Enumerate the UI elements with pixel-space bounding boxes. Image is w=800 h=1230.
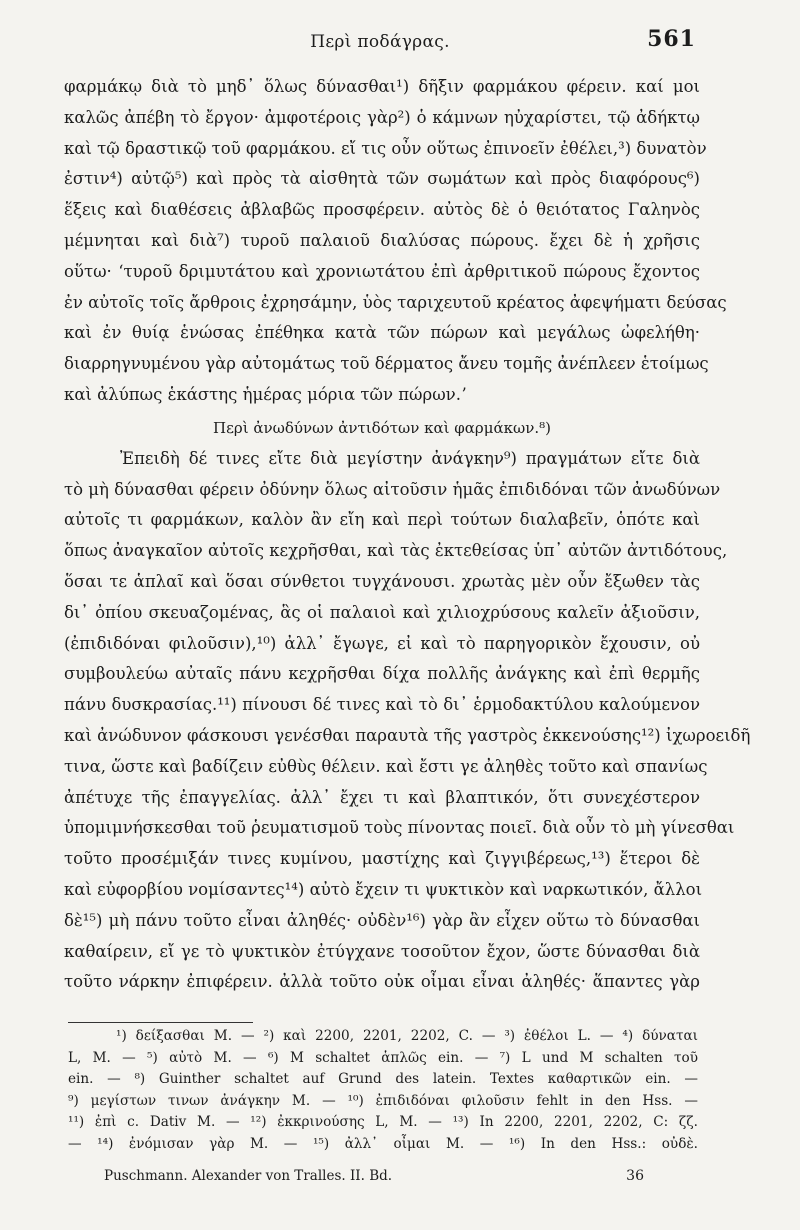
text-line: καὶ ἀνώδυνον φάσκουσι γενέσθαι παραυτὰ τῆς γαστρὸς ἐκκενούσης¹²) ἰχωροειδῆ xyxy=(64,725,751,745)
page-number: 561 xyxy=(647,26,696,52)
text-line: ὑπομιμνήσκεσθαι τοῦ ῥευματισμοῦ τοὺς πίνοντας ποιεῖ. διὰ οὖν τὸ μὴ γίνεσθαι xyxy=(64,818,735,838)
text-line: μέμνηται καὶ διὰ⁷) τυροῦ παλαιοῦ διαλύσας πώρους. ἔχει δὲ ἡ χρῆσις xyxy=(64,230,700,250)
main-text xyxy=(64,72,751,998)
text-line: καὶ τῷ δραστικῷ τοῦ φαρμάκου. εἴ τις οὖν οὕτως ἐπινοεῖν ἐθέλει,³) δυνατὸν xyxy=(64,138,707,158)
text-line: ἐν αὐτοῖς τοῖς ἄρθροις ἐχρησάμην, ὑὸς ταριχευτοῦ κρέατος ἀφεψήματι δεύσας xyxy=(64,292,727,312)
section-heading: Περὶ ἀνωδύνων ἀντιδότων καὶ φαρμάκων.⁸) xyxy=(213,418,551,437)
footnote-line: ¹¹) ἐπὶ c. Dativ M. — ¹²) ἐκκρινούσης L, M. — ¹³) In 2200, 2201, 2202, C: ζζ. xyxy=(68,1114,698,1131)
footnote-line: ¹) δείξασθαι M. — ²) καὶ 2200, 2201, 2202, C. — ³) ἐθέλοι L. — ⁴) δύναται xyxy=(116,1028,698,1044)
text-line: καθαίρειν, εἴ γε τὸ ψυκτικὸν ἐτύγχανε τοσοῦτον ἔχον, ὥστε δύνασθαι διὰ xyxy=(64,941,700,961)
text-line: ὅσαι τε ἁπλαῖ καὶ ὅσαι σύνθετοι τυγχάνουσι. χρωτὰς μὲν οὖν ἔξωθεν τὰς xyxy=(64,571,700,591)
text-line: τινα, ὥστε καὶ βαδίζειν εὐθὺς θέλειν. καὶ ἔστι γε ἀληθὲς τοῦτο καὶ σπανίως xyxy=(64,756,708,776)
text-line: οὕτω· ʻτυροῦ δριμυτάτου καὶ χρονιωτάτου ἐπὶ ἀρθριτικοῦ πώρους ἔχοντος xyxy=(64,261,700,281)
text-line: τὸ μὴ δύνασθαι φέρειν ὀδύνην ὅλως αἰτοῦσιν ἡμᾶς ἐπιδιδόναι τῶν ἀνωδύνων xyxy=(64,479,721,499)
footnote-line: ⁹) μεγίστων τινων ἀνάγκην M. — ¹⁰) ἐπιδιδόναι φιλοῦσιν fehlt in den Hss. — xyxy=(68,1092,698,1109)
page-header xyxy=(64,26,696,62)
printer-signature: Puschmann. Alexander von Tralles. II. Bd. xyxy=(104,1168,393,1184)
text-line: διαρρηγνυμένου γὰρ αὐτομάτως τοῦ δέρματος ἄνευ τομῆς ἀνέπλεεν ἑτοίμως xyxy=(64,354,709,374)
text-line: τοῦτο νάρκην ἐπιφέρειν. ἀλλὰ τοῦτο οὐκ οἶμαι εἶναι ἀληθές· ἅπαντες γὰρ xyxy=(64,972,700,992)
text-line: ἕξεις καὶ διαθέσεις ἀβλαβῶς προσφέρειν. αὐτὸς δὲ ὁ θειότατος Γαληνὸς xyxy=(64,200,700,220)
footnote-line: ein. — ⁸) Guinther schaltet auf Grund des latein. Textes καθαρτικῶν ein. — xyxy=(68,1071,698,1088)
text-line: πάνυ δυσκρασίας.¹¹) πίνουσι δέ τινες καὶ τὸ δι᾽ ἑρμοδακτύλου καλούμενον xyxy=(64,695,700,715)
text-line: ἐστιν⁴) αὐτῷ⁵) καὶ πρὸς τὰ αἰσθητὰ τῶν σωμάτων καὶ πρὸς διαφόρους⁶) xyxy=(64,169,700,189)
text-line: ἀπέτυχε τῆς ἐπαγγελίας. ἀλλ᾽ ἔχει τι καὶ βλαπτικόν, ὅτι συνεχέστερον xyxy=(64,787,700,807)
footnote-rule xyxy=(68,1022,253,1023)
text-line: (ἐπιδιδόναι φιλοῦσιν),¹⁰) ἀλλ᾽ ἔγωγε, εἰ καὶ τὸ παρηγορικὸν ἔχουσιν, οὐ xyxy=(64,633,700,653)
text-line: συμβουλεύω αὐταῖς πάνυ κεχρῆσθαι δίχα πολλῆς ἀνάγκης καὶ ἐπὶ θερμῆς xyxy=(64,664,700,684)
footnote-line: — ¹⁴) ἐνόμισαν γὰρ M. — ¹⁵) ἀλλ᾽ οἶμαι M. — ¹⁶) In den Hss.: οὐδὲ. xyxy=(68,1135,698,1152)
footnotes xyxy=(68,1026,698,1156)
footnote-line: L, M. — ⁵) αὐτὸ M. — ⁶) M schaltet ἁπλῶς ein. — ⁷) L und M schalten τοῦ xyxy=(68,1049,698,1066)
page-footer xyxy=(104,1168,644,1190)
text-line: καλῶς ἀπέβη τὸ ἔργον· ἀμφοτέροις γὰρ²) ὁ κάμνων ηὐχαρίστει, τῷ ἀδήκτῳ xyxy=(64,107,700,127)
text-line: αὐτοῖς τι φαρμάκων, καλὸν ἂν εἴη καὶ περὶ τούτων διαλαβεῖν, ὁπότε καὶ xyxy=(64,510,700,530)
signature-mark: 36 xyxy=(626,1168,644,1184)
text-line: Ἐπειδὴ δέ τινες εἴτε διὰ μεγίστην ἀνάγκην⁹) πραγμάτων εἴτε διὰ xyxy=(120,448,700,468)
running-title: Περὶ ποδάγρας. xyxy=(310,32,450,52)
text-line: καὶ εὐφορβίου νομίσαντες¹⁴) αὐτὸ ἔχειν τι ψυκτικὸν καὶ ναρκωτικόν, ἄλλοι xyxy=(64,879,703,899)
text-line: δὲ¹⁵) μὴ πάνυ τοῦτο εἶναι ἀληθές· οὐδὲν¹⁶) γὰρ ἂν εἶχεν οὕτω τὸ δύνασθαι xyxy=(64,910,700,930)
text-line: καὶ ἀλύπως ἑκάστης ἡμέρας μόρια τῶν πώρων.ʼ xyxy=(64,384,467,404)
text-line: δι᾽ ὀπίου σκευαζομένας, ἃς οἱ παλαιοὶ καὶ χιλιοχρύσους καλεῖν ἀξιοῦσιν, xyxy=(64,602,700,622)
text-line: τοῦτο προσέμιξάν τινες κυμίνου, μαστίχης καὶ ζιγγιβέρεως,¹³) ἕτεροι δὲ xyxy=(64,849,700,869)
text-line: ὅπως ἀναγκαῖον αὐτοῖς κεχρῆσθαι, καὶ τὰς ἐκτεθείσας ὑπ᾽ αὐτῶν ἀντιδότους, xyxy=(64,541,728,561)
text-line: φαρμάκῳ διὰ τὸ μηδ᾽ ὅλως δύνασθαι¹) δῆξιν φαρμάκου φέρειν. καί μοι xyxy=(64,77,700,96)
text-line: καὶ ἐν θυίᾳ ἑνώσας ἐπέθηκα κατὰ τῶν πώρων καὶ μεγάλως ὠφελήθη· xyxy=(64,323,700,343)
